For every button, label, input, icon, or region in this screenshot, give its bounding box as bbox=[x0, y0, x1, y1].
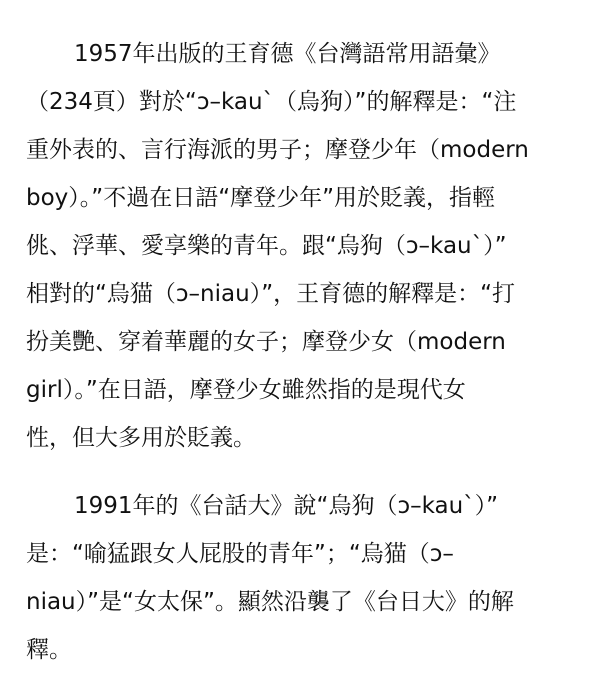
text-line: niau）”是“女太保”。顯然沿襲了《台日大》的解 bbox=[26, 589, 514, 615]
text-line: boy）。”不過在日語“摩登少年”用於貶義，指輕 bbox=[26, 185, 496, 211]
text-line: 是：“喻猛跟女人屁股的青年”；“烏猫（ɔ– bbox=[26, 541, 454, 567]
text-line: 相對的“烏猫（ɔ–niau）”，王育德的解釋是：“打 bbox=[26, 281, 516, 307]
text-line: 1957年出版的王育德《台灣語常用語彙》 bbox=[74, 41, 501, 67]
text-line: 1991年的《台話大》說“烏狗（ɔ–kau`）” bbox=[74, 493, 499, 519]
text-line: 釋。 bbox=[26, 637, 72, 663]
text-line: 扮美艷、穿着華麗的女子；摩登少女（modern bbox=[26, 329, 506, 355]
paragraph-2 bbox=[26, 482, 581, 674]
paragraph-1 bbox=[26, 30, 581, 462]
text-line: （234頁）對於“ɔ–kau`（烏狗）”的解釋是：“注 bbox=[26, 89, 517, 115]
paragraph-gap bbox=[26, 462, 581, 482]
text-line: 重外表的、言行海派的男子；摩登少年（modern bbox=[26, 137, 529, 163]
text-line: 佻、浮華、愛享樂的青年。跟“烏狗（ɔ–kau`）” bbox=[26, 233, 507, 259]
text-line: girl）。”在日語，摩登少女雖然指的是現代女 bbox=[26, 377, 466, 403]
text-line: 性，但大多用於貶義。 bbox=[26, 425, 256, 451]
